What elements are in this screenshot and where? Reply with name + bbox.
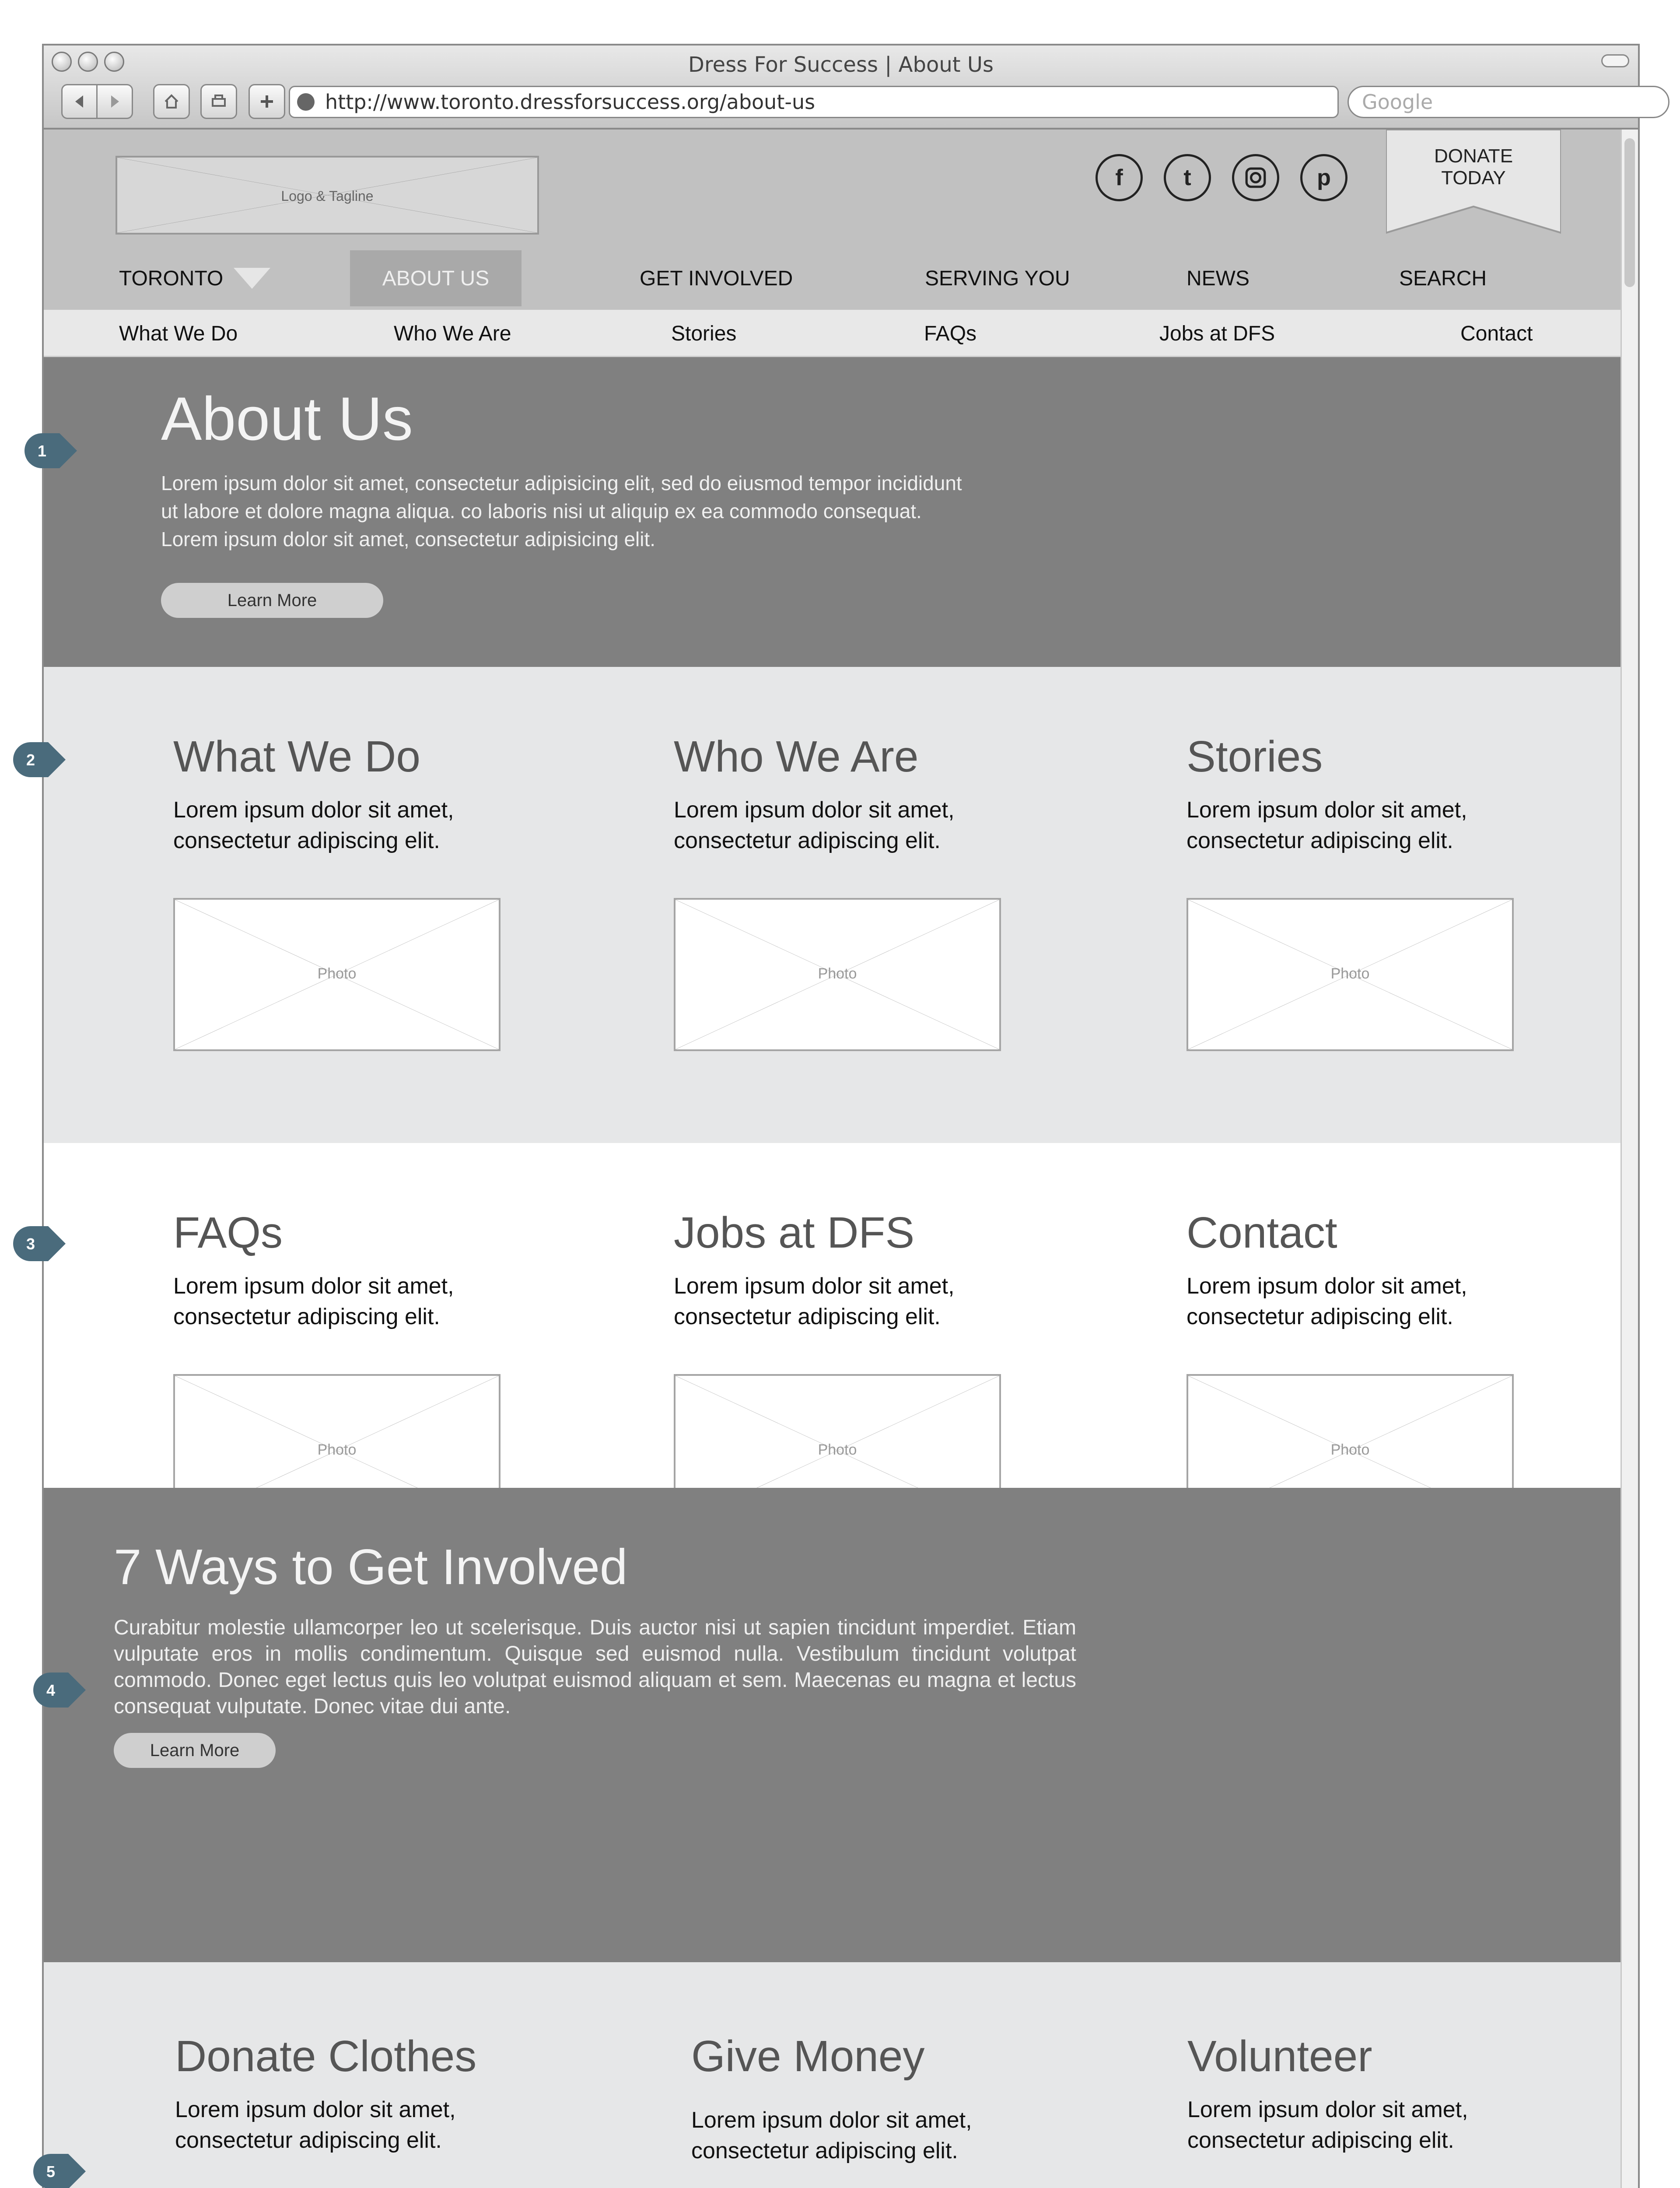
photo-placeholder[interactable] [173,898,500,1051]
toolbar-toggle-button[interactable] [1601,54,1629,67]
photo-placeholder[interactable] [1186,898,1514,1051]
url-text: http://www.toronto.dressforsuccess.org/about-us [325,90,816,114]
card-title[interactable]: FAQs [173,1208,283,1257]
browser-window [42,44,1640,2188]
address-bar[interactable] [289,86,1339,118]
nav-label: NEWS [1186,266,1250,290]
nav-label: ABOUT US [382,266,490,290]
logo-placeholder[interactable] [116,156,539,235]
home-button[interactable] [153,84,190,119]
card-contact [1186,1209,1545,1332]
nav-label: SEARCH [1399,266,1487,290]
involved-description: Curabitur molestie ullamcorper leo ut scelerisque. Duis auctor nisi ut sapien tincidunt imperdiet. Etiam vulputate eros in mollis condimentum. Quisque sed euismod nulla. Vestibulum tincidunt volutpat commodo. Donec eget lectus quis leo volutpat euismod aliquam et sem. Maecenas eu magna et lectus consequat vulputate. Donec vitae dui ante. [114,1616,1076,1718]
card-what-we-do [173,733,532,856]
page-viewport [44,130,1622,2188]
annotation-marker-2 [9,738,74,782]
photo-label: Photo [317,1441,357,1458]
marker-number: 3 [26,1235,35,1253]
browser-titlebar [44,46,1638,130]
arrow-right-icon [106,93,123,110]
card-text: Lorem ipsum dolor sit amet, consectetur adipiscing elit. [1186,797,1467,853]
card-text: Lorem ipsum dolor sit amet, consectetur adipiscing elit. [173,1273,454,1329]
marker-number: 5 [46,2163,56,2181]
nav-search[interactable] [1399,250,1487,306]
sub-nav [44,310,1622,357]
card-jobs-at-dfs [674,1209,1032,1332]
photo-label: Photo [1330,965,1370,982]
globe-icon [297,93,315,111]
photo-placeholder[interactable] [674,898,1001,1051]
subnav-stories[interactable]: Stories [671,322,737,345]
printer-icon [210,93,228,110]
nav-label: SERVING YOU [925,266,1070,290]
photo-label: Photo [1330,1441,1370,1458]
card-stories [1186,733,1545,856]
home-icon [163,93,180,110]
card-title[interactable]: Who We Are [674,732,919,781]
pinterest-icon[interactable]: p [1300,154,1348,201]
card-text: Lorem ipsum dolor sit amet, consectetur adipiscing elit. [691,2107,972,2163]
forward-button[interactable] [96,84,133,119]
page-title: About Us [161,384,413,453]
arrow-left-icon [71,93,88,110]
window-title: Dress For Success | About Us [688,53,994,77]
nav-news[interactable] [1186,250,1250,306]
vertical-scrollbar[interactable] [1620,130,1638,2188]
logo-label: Logo & Tagline [281,188,374,204]
card-title[interactable]: Contact [1186,1208,1337,1257]
card-donate-clothes [175,2032,534,2156]
card-text: Lorem ipsum dolor sit amet, consectetur adipiscing elit. [674,797,955,853]
nav-label: GET INVOLVED [640,266,793,290]
marker-number: 4 [46,1681,56,1699]
involved-learn-more-button[interactable]: Learn More [114,1733,276,1768]
subnav-jobs-at-dfs[interactable]: Jobs at DFS [1159,322,1275,345]
subnav-faqs[interactable]: FAQs [924,322,977,345]
annotation-marker-4 [29,1668,94,1712]
card-title[interactable]: Give Money [691,2032,925,2081]
plus-icon [258,93,276,110]
marker-number: 2 [26,751,35,769]
nav-get-involved[interactable] [640,250,793,306]
section-about-links [44,667,1622,1143]
hero-learn-more-button[interactable]: Learn More [161,583,383,618]
card-text: Lorem ipsum dolor sit amet, consectetur adipiscing elit. [173,797,454,853]
header-social-links [1096,154,1348,201]
marker-number: 1 [37,442,47,460]
card-title[interactable]: What We Do [173,732,420,781]
card-title[interactable]: Jobs at DFS [674,1208,915,1257]
section-resources [44,1143,1622,1488]
involved-title: 7 Ways to Get Involved [114,1539,628,1595]
section-ways-to-give [44,1962,1622,2188]
card-text: Lorem ipsum dolor sit amet, consectetur adipiscing elit. [1186,1273,1467,1329]
scrollbar-thumb[interactable] [1624,138,1635,287]
back-button[interactable] [61,84,98,119]
twitter-icon[interactable]: t [1164,154,1211,201]
card-who-we-are [674,733,1032,856]
card-text: Lorem ipsum dolor sit amet, consectetur adipiscing elit. [674,1273,955,1329]
site-header [44,130,1622,357]
hero-description: Lorem ipsum dolor sit amet, consectetur adipisicing elit, sed do eiusmod tempor incididunt ut labore et dolore magna aliqua. co laboris nisi ut aliquip ex ea commodo consequat. Lorem ipsum dolor sit amet, consectetur adipisicing elit. [161,472,962,551]
card-volunteer [1187,2032,1546,2156]
about-us-hero [44,357,1622,667]
annotation-marker-3 [9,1222,74,1266]
annotation-marker-5 [29,2149,94,2188]
photo-label: Photo [818,965,857,982]
nav-serving-you[interactable] [925,250,1070,306]
card-text: Lorem ipsum dolor sit amet, consectetur adipiscing elit. [175,2097,456,2153]
photo-label: Photo [818,1441,857,1458]
nav-label: TORONTO [119,266,224,290]
subnav-what-we-do[interactable]: What We Do [119,322,238,345]
nav-about-us[interactable] [350,250,522,306]
browser-search-field[interactable] [1348,86,1670,118]
donate-today-button[interactable] [1386,130,1561,235]
photo-label: Photo [317,965,357,982]
donate-today-label: DONATE TODAY [1434,145,1513,189]
card-give-money [691,2032,1050,2166]
new-tab-button[interactable] [248,84,285,119]
search-placeholder: Google [1362,90,1433,114]
chevron-down-icon [234,268,270,289]
card-title[interactable]: Volunteer [1187,2032,1372,2081]
subnav-contact[interactable]: Contact [1460,322,1533,345]
instagram-icon[interactable] [1232,154,1279,201]
main-nav [44,250,1622,310]
card-faqs [173,1209,532,1332]
print-button[interactable] [200,84,237,119]
card-title[interactable]: Stories [1186,732,1323,781]
card-text: Lorem ipsum dolor sit amet, consectetur adipiscing elit. [1187,2097,1468,2153]
get-involved-section [44,1488,1622,1962]
nav-location-toronto[interactable] [119,250,270,306]
annotation-marker-1 [20,429,85,473]
facebook-icon[interactable]: f [1096,154,1143,201]
subnav-who-we-are[interactable]: Who We Are [394,322,511,345]
card-title[interactable]: Donate Clothes [175,2032,477,2081]
